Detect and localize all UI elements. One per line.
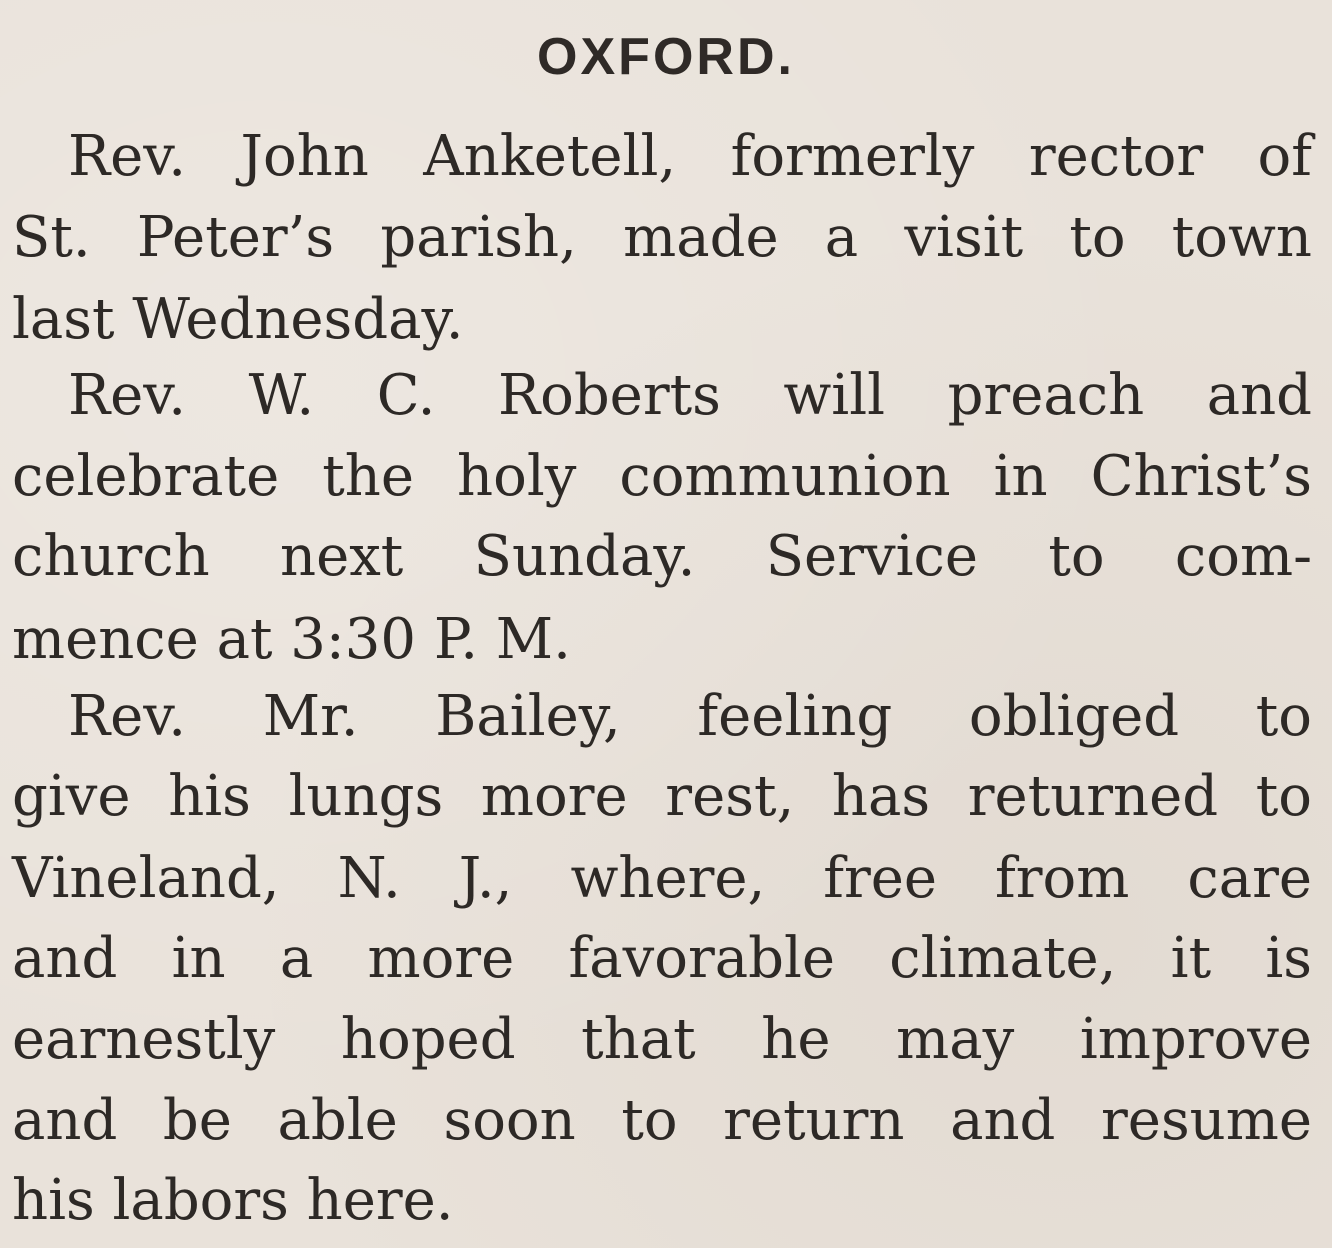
- text-line: earnestly hoped that he may improve: [12, 1007, 1312, 1072]
- text-line: give his lungs more rest, has returned to: [12, 764, 1312, 829]
- text-line: his labors here.: [12, 1168, 454, 1233]
- column-heading: OXFORD.: [537, 28, 795, 86]
- text-line: Rev. Mr. Bailey, feeling obliged to: [68, 684, 1312, 749]
- text-line: last Wednesday.: [12, 287, 464, 352]
- text-line: church next Sunday. Service to com-: [12, 524, 1312, 589]
- text-line: Vineland, N. J., where, free from care: [12, 846, 1312, 911]
- text-line: celebrate the holy communion in Christ’s: [12, 444, 1312, 509]
- text-line: Rev. W. C. Roberts will preach and: [68, 363, 1312, 428]
- text-line: Rev. John Anketell, formerly rector of: [68, 124, 1312, 189]
- text-line: mence at 3:30 P. M.: [12, 607, 571, 672]
- text-line: and in a more favorable climate, it is: [12, 926, 1312, 991]
- text-line: St. Peter’s parish, made a visit to town: [12, 205, 1312, 270]
- text-line: and be able soon to return and resume: [12, 1088, 1312, 1153]
